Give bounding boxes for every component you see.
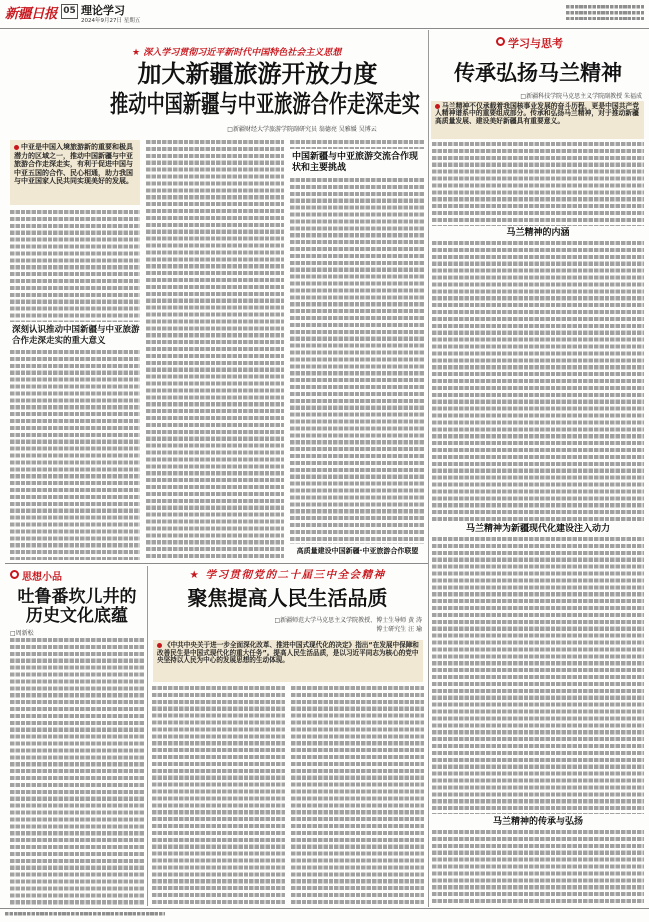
footer-credits	[5, 912, 165, 917]
body-text-block	[146, 140, 284, 560]
lead-subhead-3: 高质量建设中国新疆·中亚旅游合作联盟	[296, 547, 419, 555]
plenum-byline-line1: □新疆师范大学马克思主义学院教授、博士生导师 黄 涛	[274, 617, 422, 624]
right-headline: 传承弘扬马兰精神	[454, 61, 622, 85]
essay-headline-line2: 历史文化底蕴	[26, 606, 128, 626]
plenum-summary-text: 《中共中央关于进一步全面深化改革、推进中国式现代化的决定》指出“在发展中保障和改善民生是中国式现代化的重大任务”。提高人民生活品质，是以习近平同志为核心的党中央坚持以人民为中心的发展思想的生动体现。	[157, 641, 419, 665]
lead-headline-line2: 推动中国新疆与中亚旅游合作走深走实	[109, 90, 421, 118]
right-byline: □新疆科技学院马克思主义学院副教授 朱福成	[520, 93, 642, 100]
column-rule	[428, 30, 429, 907]
essay-headline-line1: 吐鲁番坎儿井的	[17, 587, 137, 607]
bullet-dot-icon	[435, 104, 440, 109]
plenum-headline: 聚焦提高人民生活品质	[187, 586, 388, 610]
column-rule	[147, 566, 148, 906]
page-number: 05	[61, 4, 78, 19]
bullet-dot-icon	[14, 145, 19, 150]
lead-summary-box	[10, 140, 140, 205]
body-text-block	[290, 178, 424, 544]
lead-banner-text: 深入学习贯彻习近平新时代中国特色社会主义思想	[143, 48, 342, 58]
right-subhead-3: 马兰精神的传承与弘扬	[492, 817, 583, 827]
star-icon: ★	[189, 569, 201, 581]
lead-subhead-2: 中国新疆与中亚旅游交流合作现状和主要挑战	[292, 152, 419, 173]
right-section-tab: 学习与思考	[508, 37, 563, 50]
plenum-banner-text: 学习贯彻党的二十届三中全会精神	[205, 569, 386, 581]
right-summary-text: 马兰精神不仅承载着我国核事业发展的奋斗历程，更是中国共产党人精神谱系中的重要组成部分。传承和弘扬马兰精神，对于推动新疆高质量发展、建设美好新疆具有重要意义。	[435, 102, 640, 125]
star-icon: ★	[132, 48, 141, 58]
masthead-rule	[0, 28, 649, 29]
body-text-block	[10, 638, 145, 906]
body-text-block	[10, 210, 140, 322]
right-summary-box	[431, 101, 644, 139]
lead-summary-text: 中亚是中国入境旅游新的重要和极具潜力的区域之一，推动中国新疆与中亚旅游合作走深走实，有利于促进中国与中亚五国的合作、民心相通，助力我国与中亚国家人民共同实现美好的发展。	[14, 143, 133, 186]
red-circle-icon	[496, 37, 505, 46]
issue-date: 2024年9月27日 星期五	[81, 18, 141, 24]
body-text-block	[290, 140, 424, 149]
body-text-block	[291, 686, 424, 906]
bullet-dot-icon	[157, 643, 162, 648]
red-circle-icon	[10, 570, 19, 579]
body-text-block	[152, 686, 285, 906]
right-subhead-1: 马兰精神的内涵	[506, 228, 570, 238]
lead-banner	[132, 45, 341, 58]
body-text-block	[432, 142, 644, 226]
plenum-summary-box	[153, 640, 423, 682]
body-text-block	[10, 350, 140, 560]
footer-rule	[0, 908, 649, 909]
body-text-block	[432, 830, 644, 906]
right-subhead-2: 马兰精神为新疆现代化建设注入动力	[465, 524, 610, 534]
lead-headline-line1: 加大新疆旅游开放力度	[137, 60, 378, 88]
essay-section-tab: 思想小品	[22, 572, 62, 583]
essay-byline: □周新松	[10, 630, 34, 637]
lead-subhead-1: 深刻认识推动中国新疆与中亚旅游合作走深走实的重大意义	[12, 325, 140, 346]
section-rule	[5, 563, 428, 564]
body-text-block	[432, 537, 644, 814]
masthead-logo: 新疆日报	[5, 6, 57, 22]
plenum-byline-line2: 博士研究生 汪 瑜	[376, 626, 422, 633]
body-text-block	[432, 241, 644, 522]
editor-credits	[566, 5, 644, 20]
lead-byline: □新疆财经大学旅游学院副研究员 翁德亮 吴雅媛 吴博云	[227, 126, 377, 133]
section-title: 理论学习	[81, 4, 125, 17]
plenum-banner	[150, 567, 425, 582]
